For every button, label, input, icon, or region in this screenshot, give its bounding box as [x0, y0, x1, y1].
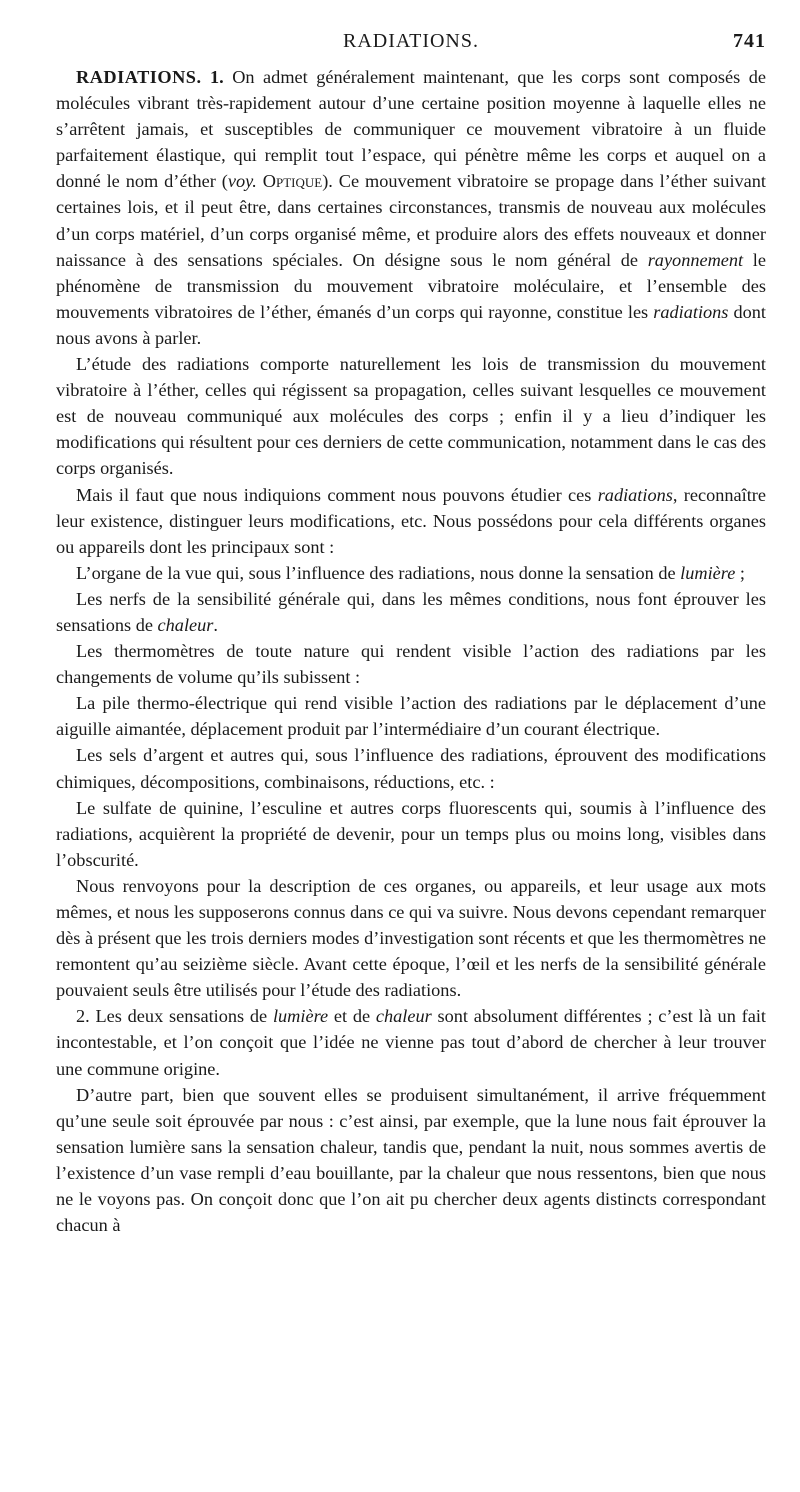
- page-number: 741: [733, 30, 766, 52]
- paragraph-1-text-c: le phénomène de transmission du mouvement vibratoire moléculaire, et l’ensemble des mouvements vibratoires de l’éther, émanés d’un corps qui rayonne, constitue les: [56, 249, 767, 322]
- paragraph-4: [56, 560, 766, 586]
- paragraph-12: D’autre part, bien que souvent elles se produisent simultanément, il arrive fréquemment qu’une seule soit éprouvée par nous : c’est ainsi, par exemple, que la lune nous fait éprouver la sensation lumière sans la sensation chaleur, tandis que, pendant la nuit, nous sommes avertis de l’existence d’un vase rempli d’eau bouillante, par la chaleur que nous ressentons, bien que nous ne le voyons pas. On conçoit donc que l’on ait pu chercher deux agents distincts correspondant chacun à: [56, 1084, 766, 1236]
- paragraph-10: Nous renvoyons pour la description de ces organes, ou appareils, et leur usage aux mots mêmes, et nous les supposerons connus dans ce qui va suivre. Nous devons cependant remarquer dès à présent que les trois derniers modes d’investigation sont récents et que les thermomètres ne remontent qu’au seizième siècle. Avant cette époque, l’œil et les nerfs de la sensibilité générale pouvaient seuls être utilisés pour l’étude des radiations.: [56, 875, 766, 1001]
- cross-reference-voy: voy.: [227, 171, 257, 192]
- paragraph-3-text-b: , reconnaître leur existence, distinguer leurs modifications, etc. Nous possédons pour cela différents organes ou appareils dont les principaux sont :: [56, 484, 766, 557]
- running-title: RADIATIONS.: [343, 30, 479, 52]
- term-lumiere: lumière: [680, 562, 736, 583]
- running-header: [56, 30, 766, 56]
- cross-reference-optique: Optique: [262, 171, 323, 192]
- term-chaleur: chaleur: [157, 614, 214, 635]
- paragraph-4-text-b: ;: [735, 562, 745, 583]
- paragraph-11-text-a: Les deux sensations de: [89, 1006, 273, 1027]
- paragraph-8: Les sels d’argent et autres qui, sous l’influence des radiations, éprouvent des modifications chimiques, décompositions, combinaisons, réductions, etc. :: [56, 745, 766, 792]
- term-rayonnement: rayonnement: [647, 249, 744, 270]
- article-body: [56, 64, 766, 1238]
- paragraph-5-text-a: Les nerfs de la sensibilité générale qui, dans les mêmes conditions, nous font éprouver les sensations de: [56, 588, 766, 635]
- paragraph-5: [56, 586, 766, 638]
- paragraph-2: L’étude des radiations comporte naturellement les lois de transmission du mouvement vibratoire à l’éther, celles qui régissent sa propagation, celles suivant lesquelles ce mouvement est de nouveau communiqué aux molécules des corps ; enfin il y a lieu d’indiquer les modifications qui résultent pour ces derniers de cette communication, notamment dans le cas des corps organisés.: [56, 354, 766, 479]
- term-radiations-2: radiations: [597, 484, 673, 505]
- article-headword: RADIATIONS.: [76, 67, 202, 87]
- paragraph-6: Les thermomètres de toute nature qui rendent visible l’action des radiations par les changements de volume qu’ils subissent :: [56, 641, 766, 688]
- paragraph-4-text-a: L’organe de la vue qui, sous l’influence des radiations, nous donne la sensation de: [76, 562, 681, 583]
- paragraph-11-text-b: et de: [328, 1006, 376, 1027]
- paragraph-11: [56, 1003, 766, 1081]
- paragraph-11-text-c: sont absolument différentes ; c’est là un fait incontestable, et l’on conçoit que l’idée ne vienne pas tout d’abord de chercher à leur trouver une commune origine.: [56, 1006, 766, 1079]
- paragraph-1-text-b: ). Ce mouvement vibratoire se propage dans l’éther suivant certaines lois, et il peut être, dans certaines circonstances, transmis de nouveau aux molécules d’un corps matériel, d’un corps organisé même, et produire alors des effets nouveaux et donner naissance à des sensations spéciales. On désigne sous le nom général de: [56, 171, 766, 270]
- section-number-1: 1.: [210, 67, 224, 87]
- term-lumiere-2: lumière: [272, 1006, 329, 1027]
- paragraph-5-text-b: .: [213, 614, 218, 635]
- paragraph-1-text-a: On admet généralement maintenant, que les corps sont composés de molécules vibrant très-rapidement autour d’une certaine position moyenne à laquelle elles ne s’arrêtent jamais, et susceptibles de communiquer ce mouvement vibratoire à un fluide parfaitement élastique, qui remplit tout l’espace, qui pénètre même les corps et auquel on a donné le nom d’éther (: [56, 67, 766, 192]
- section-number-2: 2.: [76, 1006, 90, 1027]
- term-chaleur-2: chaleur: [375, 1006, 432, 1027]
- term-radiations: radiations: [653, 301, 729, 322]
- paragraph-1-text-d: dont nous avons à parler.: [56, 301, 766, 348]
- paragraph-3: [56, 482, 766, 560]
- paragraph-9: Le sulfate de quinine, l’esculine et autres corps fluorescents qui, soumis à l’influence des radiations, acquièrent la propriété de devenir, pour un temps plus ou moins long, visibles dans l’obscurité.: [56, 797, 766, 870]
- paragraph-7: La pile thermo-électrique qui rend visible l’action des radiations par le déplacement d’une aiguille aimantée, déplacement produit par l’intermédiaire d’un courant électrique.: [56, 693, 766, 740]
- paragraph-3-text-a: Mais il faut que nous indiquions comment nous pouvons étudier ces: [76, 484, 598, 505]
- paragraph-1: [56, 64, 766, 351]
